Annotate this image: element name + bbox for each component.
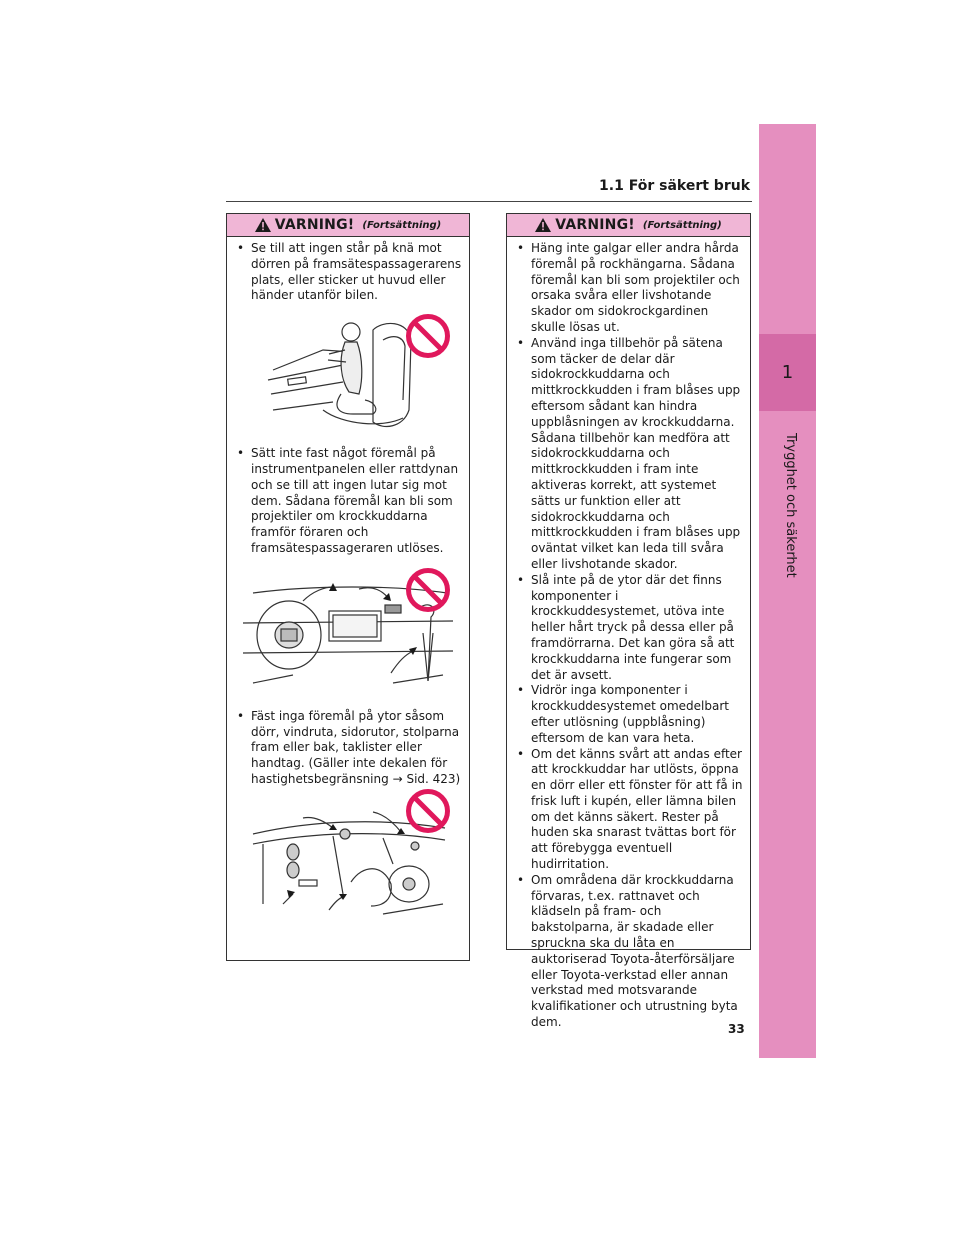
warning-item: • Vidrör inga komponenter i krockkuddesystemet omedelbart efter utlösning (uppblåsning) eftersom de kan vara heta. (517, 683, 729, 745)
page-number: 33 (728, 1022, 745, 1036)
illustration-dashboard-objects (233, 563, 465, 701)
chapter-label: Trygghet och säkerhet (783, 433, 798, 578)
warning-continuation: (Fortsättning) (362, 219, 442, 231)
warning-item: • Om områdena där krockkuddarna förvaras, t.ex. rattnavet och klädseln på fram- och bakstolparna, är skadade eller spruckna ska du låta en auktoriserad Toyota-återförsäljare eller Toyota-verkstad eller annan verkstad med motsvarande kvalifikationer och utrustning byta dem. (517, 872, 738, 1030)
chapter-side-tab (759, 124, 816, 1058)
prohibited-icon (405, 567, 451, 613)
section-divider (226, 201, 752, 202)
warning-item: • Se till att ingen står på knä mot dörren på framsätespassagerarens plats, eller sticker ut huvud eller händer utanför bilen. (237, 241, 462, 303)
warning-header (507, 214, 750, 237)
chapter-number: 1 (781, 362, 794, 383)
prohibited-icon (405, 313, 451, 359)
warning-item: • Sätt inte fast något föremål på instrumentpanelen eller rattdynan och se till att ingen lutar sig mot dem. Sådana föremål kan bli som projektiler om krockkuddarna framför föraren och framsätespassageraren utlöses. (237, 446, 459, 555)
warning-title: VARNING! (274, 217, 355, 233)
warning-title: VARNING! (555, 217, 635, 233)
warning-item: • Använd inga tillbehör på sätena som täcker de delar där sidokrockkuddarna och mittkrockkudden i fram blåses upp eftersom sådant kan hindra uppblåsningen av krockkuddarna. Sådana tillbehör kan medföra att sidokrockkuddarna och mittkrockkudden i fram inte aktiveras korrekt, att systemet sätts ur funktion eller att sidokrockkuddarna och mittkrockkudden i fram blåses upp oväntat vilket kan leda till svåra eller livshotande skador. (517, 335, 741, 571)
warning-item: • Häng inte galgar eller andra hårda föremål på rockhängarna. Sådana föremål kan bli som projektiler och orsaka svåra eller livshotande skador om sidokrockgardinen skulle lösas ut. (517, 241, 740, 334)
chapter-number-box (759, 334, 816, 411)
section-title: 1.1 För säkert bruk (599, 178, 750, 194)
warning-header (227, 214, 469, 237)
warning-item: • Om det känns svårt att andas efter att krockkuddar har utlösts, öppna en dörr eller ett fönster för att få in frisk luft i kupén, eller lämna bilen om det känns säkert. Rester på huden ska snarast tvättas bort för att förebygga eventuell hudirritation. (517, 746, 743, 872)
illustration-kneeling-passenger (233, 310, 465, 438)
warning-continuation: (Fortsättning) (642, 219, 722, 231)
prohibited-icon (405, 788, 451, 834)
illustration-interior-pillars (233, 794, 465, 920)
warning-triangle-icon (255, 218, 271, 232)
warning-item: • Fäst inga föremål på ytor såsom dörr, vindruta, sidorutor, stolparna fram eller bak, taklister eller handtag. (Gäller inte dekalen för hastighetsbegränsning → Sid. 423) (237, 708, 461, 786)
warning-box-left (226, 213, 470, 961)
warning-triangle-icon (535, 218, 551, 232)
warning-item: • Slå inte på de ytor där det finns komponenter i krockkuddesystemet, utöva inte heller hårt tryck på dessa eller på framdörrarna. Det kan göra så att krockkuddarna inte fungerar som det är avsett. (517, 572, 735, 682)
